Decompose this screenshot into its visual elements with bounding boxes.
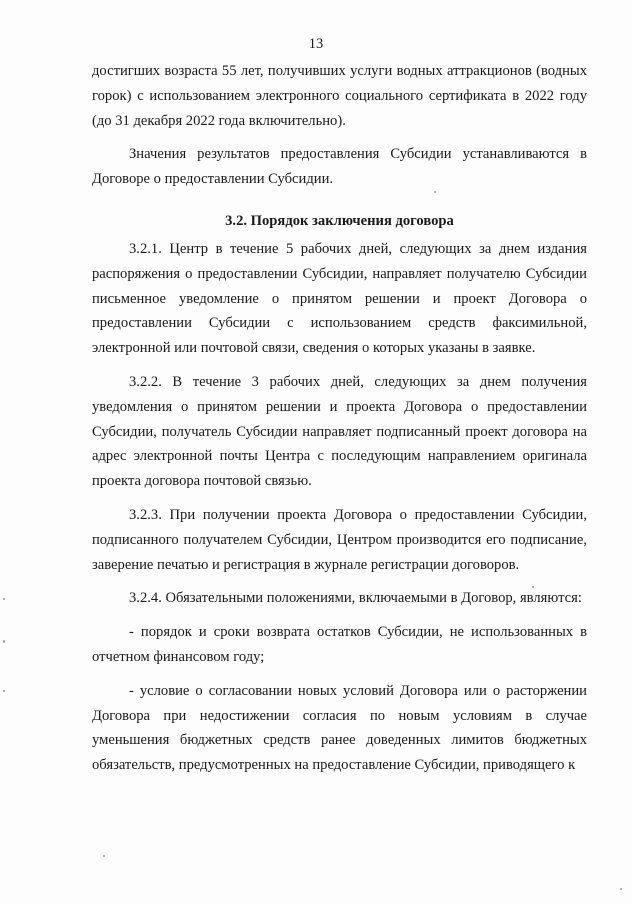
- paragraph-3-2-1: 3.2.1. Центр в течение 5 рабочих дней, следующих за днем издания распоряжения о предоставлении Субсидии, направляет получателю Субсидии письменное уведомление о принятом решении и проект Договора о предоставлении Субсидии с использованием средств факсимильной, электронной или почтовой связи, сведения о которых указаны в заявке.: [92, 241, 587, 357]
- paragraph-continued: достигших возраста 55 лет, получивших услуги водных аттракционов (водных горок) с использованием электронного социального сертификата в 2022 году (до 31 декабря 2022 года включительно).: [92, 63, 587, 129]
- scan-speck: [103, 855, 105, 857]
- section-body: [92, 237, 587, 778]
- scan-speck: [3, 640, 5, 643]
- list-item-return-terms: - порядок и сроки возврата остатков Субсидии, не использованных в отчетном финансовом году;: [92, 624, 587, 665]
- paragraph-3-2-3: 3.2.3. При получении проекта Договора о предоставлении Субсидии, подписанного получателем Субсидии, Центром производится его подписание, заверение печатью и регистрация в журнале регистрации договоров.: [92, 506, 587, 573]
- paragraph-3-2-4: 3.2.4. Обязательными положениями, включаемыми в Договор, являются:: [129, 590, 582, 607]
- scan-speck: [620, 888, 622, 890]
- scan-speck: [3, 598, 5, 600]
- intro-text: [92, 59, 587, 192]
- paragraph-results-values: Значения результатов предоставления Субсидии устанавливаются в Договоре о предоставлении Субсидии.: [92, 146, 587, 188]
- scan-speck: [532, 586, 534, 588]
- scan-speck: [434, 191, 436, 193]
- page-number: 13: [308, 36, 324, 52]
- section-heading: 3.2. Порядок заключения договора: [225, 213, 454, 229]
- paragraph-3-2-2: 3.2.2. В течение 3 рабочих дней, следующих за днем получения уведомления о принятом решении и проекта Договора о предоставлении Субсидии, получатель Субсидии направляет подписанный проект договора на адрес электронной почты Центра с последующим направлением оригинала проекта договора почтовой связью.: [92, 373, 587, 490]
- list-item-new-conditions: - условие о согласовании новых условий Договора или о расторжении Договора при недостижении согласия по новым условиям в случае уменьшения бюджетных средств ранее доведенных лимитов бюджетных обязательств, предусмотренных на предоставление Субсидии, приводящего к: [92, 682, 587, 774]
- scan-speck: [3, 690, 5, 692]
